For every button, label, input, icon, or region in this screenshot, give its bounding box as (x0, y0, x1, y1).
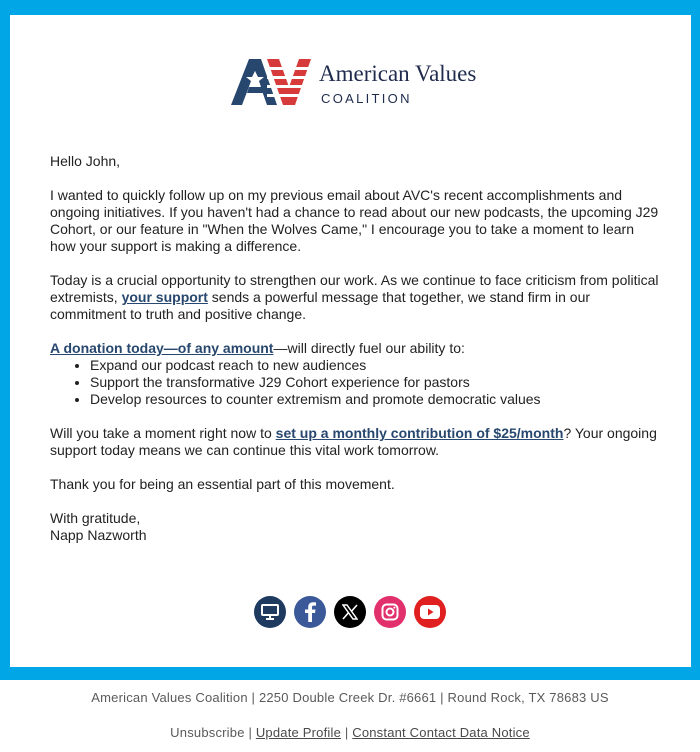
youtube-icon (420, 605, 440, 619)
list-item: • Expand our podcast reach to new audiences (90, 357, 660, 374)
impact-list (50, 357, 660, 408)
monthly-contribution-link[interactable]: set up a monthly contribution of $25/month (275, 425, 564, 441)
para3-text-after: —will directly fuel our ability to: (273, 340, 465, 356)
email-body (50, 153, 660, 544)
paragraph-donation (50, 340, 660, 408)
paragraph-monthly (50, 425, 660, 459)
avc-logo-mark (231, 57, 315, 107)
para4-text-after: ? Your ongoing support today means we can continue this vital work tomorrow. (50, 425, 657, 458)
x-button[interactable] (334, 596, 366, 628)
update-profile-link[interactable]: Update Profile (255, 725, 342, 740)
list-item: • Support the transformative J29 Cohort experience for pastors (90, 374, 660, 391)
instagram-icon (381, 603, 399, 621)
para4-text-before: Will you take a moment right now to (50, 425, 276, 441)
website-icon (261, 604, 279, 620)
para2-text-before: Today is a crucial opportunity to strengthen our work. As we continue to face criticism from political extremists, (50, 272, 659, 305)
avc-logo[interactable] (231, 55, 491, 121)
logo-subname: COALITION (321, 91, 412, 106)
paragraph-opportunity (50, 272, 660, 323)
youtube-button[interactable] (414, 596, 446, 628)
your-support-link[interactable]: your support (121, 289, 208, 305)
facebook-button[interactable] (294, 596, 326, 628)
signature: Napp Nazworth (50, 527, 147, 543)
email-card (10, 15, 691, 667)
paragraph-thanks: Thank you for being an essential part of this movement. (50, 476, 395, 492)
footer-separator: | (344, 725, 349, 740)
social-links (254, 596, 446, 628)
x-icon (342, 604, 358, 620)
logo-name: American Values (319, 61, 477, 86)
footer-address: American Values Coalition | 2250 Double Creek Dr. #6661 | Round Rock, TX 78683 US (91, 690, 609, 705)
footer-separator: | (248, 725, 253, 740)
data-notice-link[interactable]: Constant Contact Data Notice (352, 725, 530, 740)
instagram-button[interactable] (374, 596, 406, 628)
paragraph-intro: I wanted to quickly follow up on my previous email about AVC's recent accomplishments and ongoing initiatives. If you haven't had a chance to read about our new podcasts, the upcoming J29 Cohort, or our feature in "When the Wolves Came," I encourage you to take a moment to learn how your support is making a difference. (50, 187, 659, 254)
para2-text-after: sends a powerful message that together, we stand firm in our commitment to truth and positive change. (50, 289, 591, 322)
list-item: • Develop resources to counter extremism and promote democratic values (90, 391, 660, 408)
facebook-icon (304, 602, 316, 622)
donation-link[interactable]: A donation today—of any amount (50, 340, 274, 356)
unsubscribe-link[interactable]: Unsubscribe (170, 725, 245, 740)
signoff: With gratitude, (50, 510, 141, 526)
website-button[interactable] (254, 596, 286, 628)
footer-links (0, 725, 700, 740)
greeting: Hello John, (50, 153, 121, 169)
